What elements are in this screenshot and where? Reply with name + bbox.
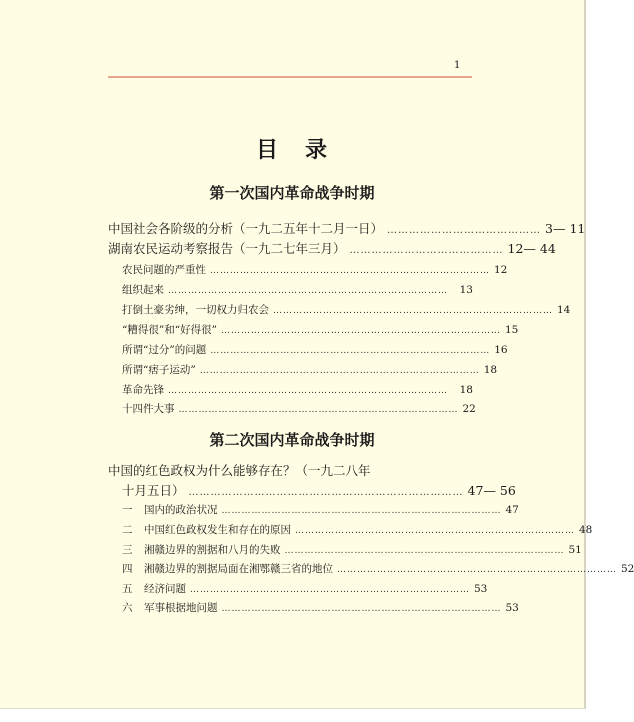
- toc-subentry[interactable]: 组织起来 ………………………………………………………………………… 13: [122, 284, 473, 296]
- toc-subentry[interactable]: 一 国内的政治状况 ………………………………………………………………………… 47: [122, 504, 519, 516]
- section-heading-2: 第二次国内革命战争时期: [209, 431, 375, 449]
- leader-dots: …………………………………………………………………: [188, 487, 464, 498]
- toc-subentry[interactable]: 农民问题的严重性 ………………………………………………………………………… 12: [122, 264, 508, 276]
- leader-dots: …………………………………………………………………………: [220, 326, 501, 336]
- toc-subentry[interactable]: 打倒土豪劣绅，一切权力归农会 ………………………………………………………………………… 14: [122, 304, 571, 316]
- leader-dots: …………………………………………………………………………: [273, 306, 553, 316]
- leader-dots: …………………………………………………………………………: [221, 604, 502, 614]
- header-rule: [108, 76, 472, 78]
- toc-entry-line1[interactable]: 中国的红色政权为什么能够存在？（一九二八年: [108, 463, 371, 478]
- leader-dots: ……………………………………: [349, 245, 504, 256]
- page-number: 1: [454, 60, 461, 71]
- section-heading-1: 第一次国内革命战争时期: [209, 184, 375, 202]
- leader-dots: …………………………………………………………………………: [295, 526, 575, 536]
- toc-subentry[interactable]: 四 湘赣边界的割据局面在湘鄂赣三省的地位 ………………………………………………………………………… 52: [122, 563, 634, 575]
- toc-subentry[interactable]: 五 经济问题 ………………………………………………………………………… 53: [122, 583, 488, 595]
- leader-dots: …………………………………………………………………………: [199, 366, 480, 376]
- leader-dots: ……………………………………: [387, 225, 542, 236]
- toc-entry[interactable]: 湖南农民运动考察报告（一九二七年三月） …………………………………… 12— 44: [108, 241, 556, 256]
- leader-dots: …………………………………………………………………………: [190, 585, 470, 595]
- toc-entry[interactable]: 十月五日） ………………………………………………………………… 47— 56: [122, 483, 516, 498]
- toc-subentry[interactable]: 十四件大事 ………………………………………………………………………… 22: [122, 403, 476, 415]
- leader-dots: …………………………………………………………………………: [210, 346, 491, 356]
- toc-subentry[interactable]: 革命先锋 ………………………………………………………………………… 18: [122, 384, 473, 396]
- leader-dots: …………………………………………………………………………: [284, 546, 565, 556]
- toc-title: 目 录: [255, 138, 329, 163]
- toc-subentry[interactable]: 六 军事根据地问题 ………………………………………………………………………… 53: [122, 602, 519, 614]
- leader-dots: …………………………………………………………………………: [178, 405, 459, 415]
- toc-subentry[interactable]: 所谓“痞子运动” ………………………………………………………………………… 18: [122, 364, 498, 376]
- toc-subentry[interactable]: 二 中国红色政权发生和存在的原因 ………………………………………………………………………… 48: [122, 524, 593, 536]
- leader-dots: …………………………………………………………………………: [210, 266, 490, 276]
- leader-dots: …………………………………………………………………………: [168, 386, 448, 396]
- leader-dots: …………………………………………………………………………: [337, 565, 617, 575]
- leader-dots: …………………………………………………………………………: [168, 286, 448, 296]
- leader-dots: …………………………………………………………………………: [221, 506, 502, 516]
- toc-subentry[interactable]: “糟得很”和“好得很” ………………………………………………………………………… 15: [122, 324, 519, 336]
- toc-subentry[interactable]: 三 湘赣边界的割据和八月的失败 ………………………………………………………………………… 51: [122, 544, 582, 556]
- toc-subentry[interactable]: 所谓“过分”的问题 ………………………………………………………………………… 16: [122, 344, 508, 356]
- toc-entry[interactable]: 中国社会各阶级的分析（一九二五年十二月一日） …………………………………… 3— 11: [108, 221, 586, 236]
